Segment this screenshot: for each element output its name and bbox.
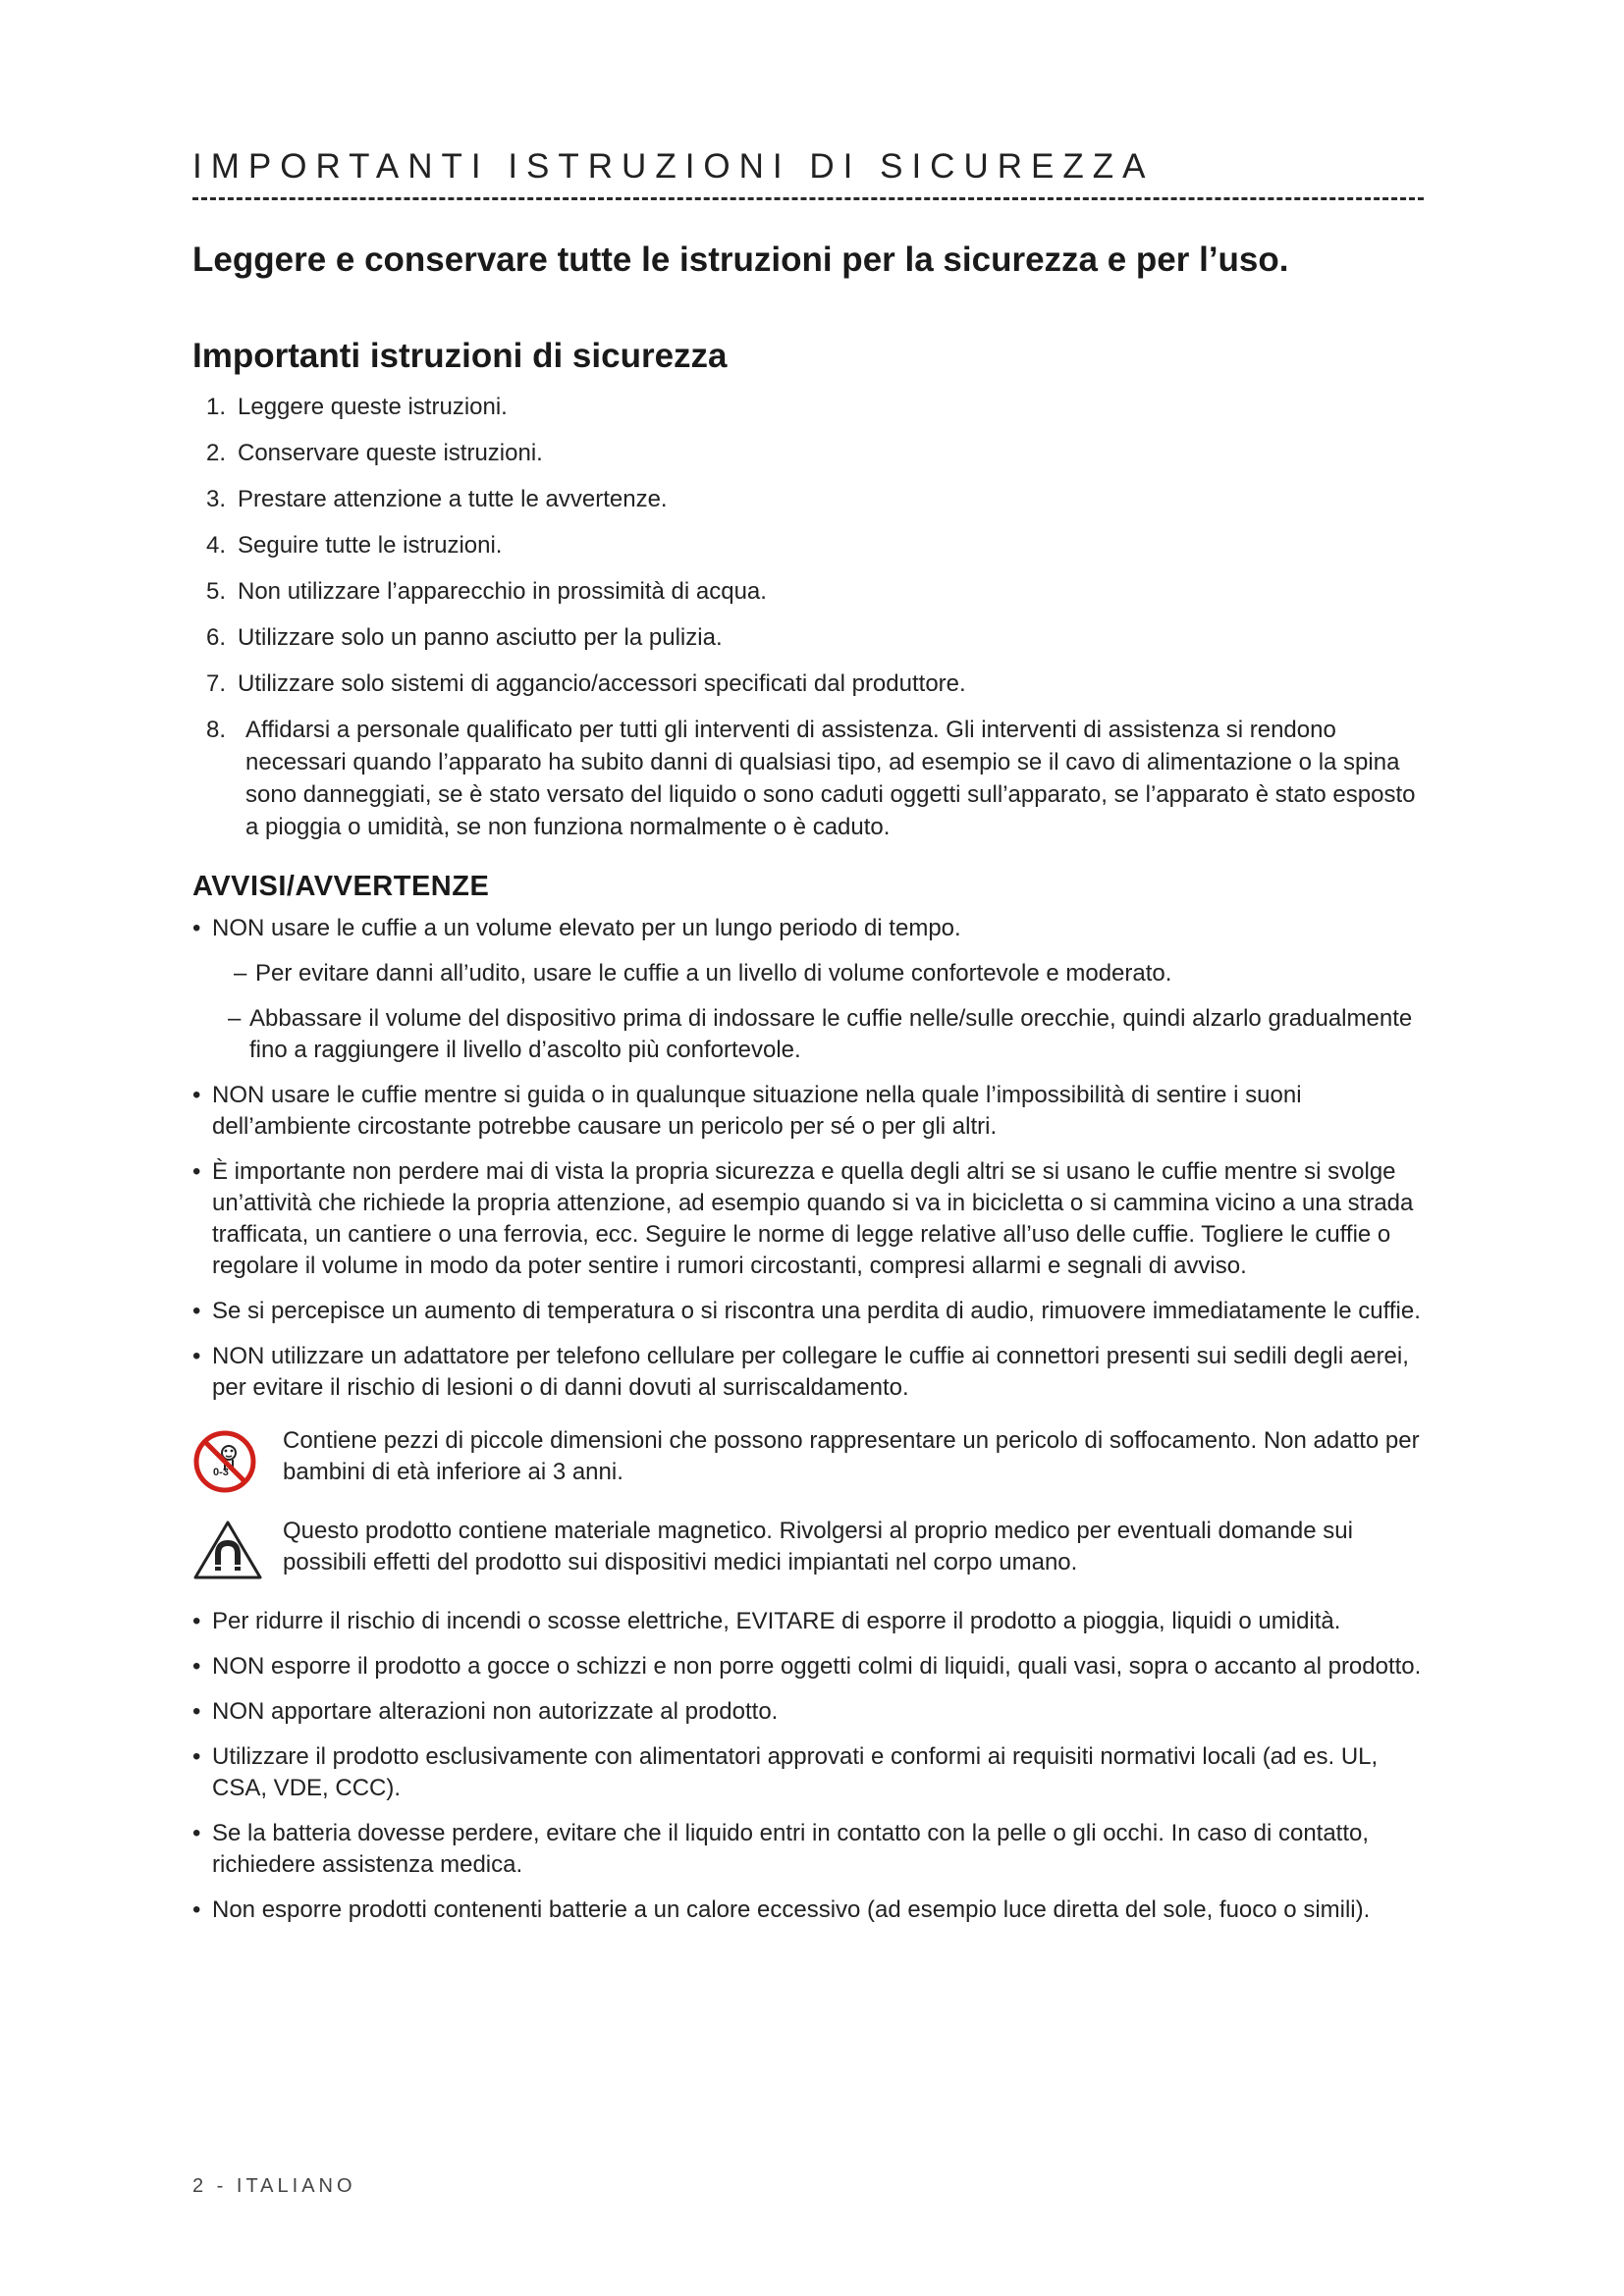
section-title: Importanti istruzioni di sicurezza xyxy=(192,337,728,375)
svg-text:0-3: 0-3 xyxy=(213,1467,229,1478)
magnetic-warning-icon xyxy=(192,1520,263,1580)
warning-fire: • Per ridurre il rischio di incendi o scosse elettriche, EVITARE di esporre il prodotto a pioggia, liquidi o umidità. xyxy=(192,1608,1341,1634)
warning-drips: • NON esporre il prodotto a gocce o schizzi e non porre oggetti colmi di liquidi, quali vasi, sopra o accanto al prodotto. xyxy=(192,1653,1422,1680)
choking-hazard-icon xyxy=(192,1429,257,1494)
instructions-list xyxy=(192,391,1430,857)
warning-temperature: • Se si percepisce un aumento di temperatura o si riscontra una perdita di audio, rimuovere immediatamente le cuffie. xyxy=(192,1298,1421,1324)
warning-heat: • Non esporre prodotti contenenti batterie a un calore eccessivo (ad esempio luce diretta del sole, fuoco o simili). xyxy=(192,1896,1371,1923)
warning-magnetic: Questo prodotto contiene materiale magnetico. Rivolgersi al proprio medico per eventuali domande sui possibili effetti del prodotto sui dispositivi medici impiantati nel corpo umano. xyxy=(192,1516,1432,1582)
warning-volume-sub: – Abbassare il volume del dispositivo prima di indossare le cuffie nelle/sulle orecchie, quindi alzarlo gradualmente fino a raggiungere il livello d’ascolto più confortevole. xyxy=(228,1005,1413,1063)
warning-choking: 0-3 Contiene pezzi di piccole dimensioni che possono rappresentare un pericolo di soffocamento. Non adatto per bambini di età inferiore ai 3 anni. xyxy=(192,1425,1432,1492)
instruction-item: 2. Conservare queste istruzioni. xyxy=(206,440,543,466)
intro-statement: Leggere e conservare tutte le istruzioni per la sicurezza e per l’uso. xyxy=(192,240,1289,279)
warning-driving: • NON usare le cuffie mentre si guida o in qualunque situazione nella quale l’impossibilità di sentire i suoni dell’ambiente circostante potrebbe causare un pericolo per sé o per gli altri. xyxy=(192,1082,1302,1140)
warning-alterations: • NON apportare alterazioni non autorizzate al prodotto. xyxy=(192,1698,779,1725)
instruction-item: 7. Utilizzare solo sistemi di aggancio/accessori specificati dal produttore. xyxy=(206,670,966,697)
instruction-item: 5. Non utilizzare l’apparecchio in prossimità di acqua. xyxy=(206,578,767,605)
page-header-title: IMPORTANTI ISTRUZIONI DI SICUREZZA xyxy=(192,147,1155,186)
warning-volume: • NON usare le cuffie a un volume elevato per un lungo periodo di tempo. xyxy=(192,915,961,941)
warnings-heading: AVVISI/AVVERTENZE xyxy=(192,871,490,902)
warning-power: • Utilizzare il prodotto esclusivamente con alimentatori approvati e conformi ai requisiti normativi locali (ad es. UL, CSA, VDE, CCC). xyxy=(192,1743,1379,1801)
warning-battery-leak: • Se la batteria dovesse perdere, evitare che il liquido entri in contatto con la pelle o gli occhi. In caso di contatto, richiedere assistenza medica. xyxy=(192,1820,1370,1878)
instruction-item: 4. Seguire tutte le istruzioni. xyxy=(206,532,503,559)
warning-volume-sub: – Per evitare danni all’udito, usare le cuffie a un livello di volume confortevole e moderato. xyxy=(234,960,1172,987)
instruction-item: 6. Utilizzare solo un panno asciutto per la pulizia. xyxy=(206,624,723,651)
page-footer: 2 - ITALIANO xyxy=(192,2175,356,2197)
instruction-item: 1. Leggere queste istruzioni. xyxy=(206,394,508,420)
warning-awareness: • È importante non perdere mai di vista la propria sicurezza e quella degli altri se si usano le cuffie mentre si svolge un’attività che richiede la propria attenzione, ad esempio quando si va in bicicletta o si cammina vicino a una strada trafficata, un cantiere o una ferrovia, ecc. Seguire le norme di legge relative all’uso delle cuffie. Togliere le cuffie o regolare il volume in modo da poter sentire i rumori circostanti, compresi allarmi e segnali di avviso. xyxy=(192,1158,1414,1279)
instruction-item: 3. Prestare attenzione a tutte le avvertenze. xyxy=(206,486,668,512)
warning-adapter: • NON utilizzare un adattatore per telefono cellulare per collegare le cuffie ai connettori presenti sui sedili degli aerei, per evitare il rischio di lesioni o di danni dovuti al surriscaldamento. xyxy=(192,1343,1409,1401)
header-dashed-rule xyxy=(192,197,1424,200)
instruction-item: 8. Affidarsi a personale qualificato per tutti gli interventi di assistenza. Gli interventi di assistenza si rendono necessari quando l’apparato ha subito danni di qualsiasi tipo, ad esempio se il cavo di alimentazione o la spina sono danneggiati, se è stato versato del liquido o sono caduti oggetti sull’apparato, se l’apparato è stato esposto a pioggia o umidità, se non funziona normalmente o è caduto. xyxy=(206,717,1416,840)
warnings-list xyxy=(192,913,1432,1940)
